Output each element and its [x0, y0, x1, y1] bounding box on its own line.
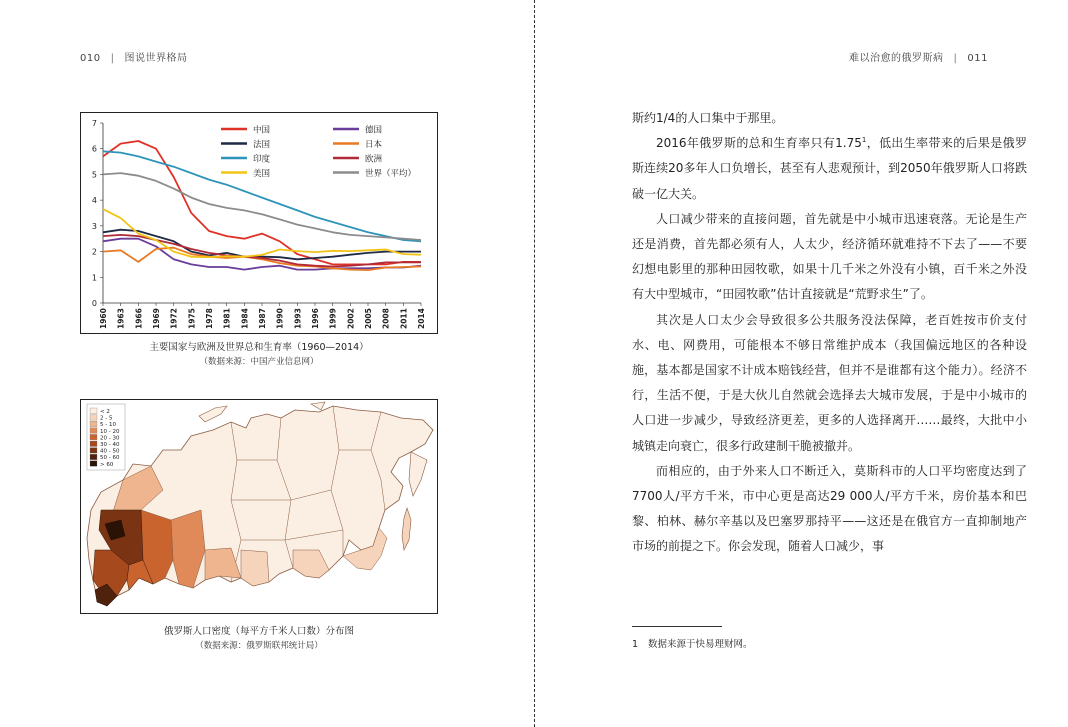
x-tick-label: 1984 — [240, 308, 250, 329]
x-tick-label: 1987 — [258, 308, 267, 329]
map-legend-label: 10 - 20 — [100, 428, 120, 435]
y-tick-label: 0 — [91, 299, 97, 308]
map-legend-swatch — [90, 415, 97, 421]
paragraph-5: 而相应的，由于外来人口不断迁入，莫斯科市的人口平均密度达到了7700人/平方千米，市中心更是高达29 000人/平方千米，房价基本和巴黎、柏林、赫尔辛基以及巴塞罗那持平——这还是在俄官方一直抑制地产市场的前提之下。你会发现，随着人口减少，事 — [632, 463, 1027, 554]
y-tick-label: 1 — [91, 273, 97, 283]
arctic-island — [311, 402, 325, 410]
x-tick-label: 1975 — [187, 308, 197, 329]
paragraph-1: 斯约1/4的人口集中于那里。 — [632, 111, 784, 125]
left-page — [0, 0, 533, 727]
x-tick-label: 2014 — [417, 308, 426, 329]
x-tick-label: 1963 — [116, 308, 126, 329]
map-legend-swatch — [90, 454, 97, 460]
figure2-caption-title: 俄罗斯人口密度（每平方千米人口数）分布图 — [163, 626, 354, 637]
legend-label-5: 欧洲 — [365, 154, 383, 165]
map-legend-label: 20 - 30 — [100, 435, 120, 442]
region-south-siberia-2 — [241, 550, 269, 586]
map-legend-swatch — [90, 428, 97, 434]
novaya-zemlya — [199, 406, 227, 422]
russia-density-map — [81, 400, 437, 613]
x-tick-label: 1999 — [328, 308, 338, 329]
body-text — [632, 106, 1027, 560]
map-legend-swatch — [90, 448, 97, 454]
legend-label-3: 日本 — [365, 140, 383, 150]
map-legend-swatch — [90, 441, 97, 447]
right-running-head: 难以治愈的俄罗斯病 | 011 — [849, 53, 988, 64]
x-tick-label: 1978 — [205, 308, 214, 329]
map-legend-label: 2 - 5 — [100, 415, 113, 422]
footnote-text: 数据来源于快易理财网。 — [648, 639, 753, 650]
x-tick-label: 2011 — [399, 308, 409, 329]
figure1-caption-source: （数据来源：中国产业信息网） — [199, 357, 319, 367]
map-legend — [87, 404, 125, 470]
map-legend-swatch — [90, 408, 97, 414]
footnote — [632, 636, 753, 650]
page-spine-divider — [534, 0, 535, 727]
x-tick-label: 1969 — [152, 308, 161, 329]
x-tick-label: 1966 — [134, 308, 144, 329]
map-legend-label: 50 - 60 — [100, 455, 120, 462]
x-tick-label: 1981 — [222, 308, 232, 329]
map-legend-swatch — [90, 461, 97, 467]
left-running-head: 010 | 图说世界格局 — [80, 53, 188, 64]
x-tick-label: 1993 — [293, 308, 303, 329]
legend-label-0: 中国 — [253, 125, 271, 136]
map-legend-label: 5 - 10 — [100, 422, 116, 429]
figure2-caption-source: （数据来源：俄罗斯联邦统计局） — [195, 641, 323, 651]
kamchatka-region — [409, 452, 427, 496]
series-line-4 — [103, 151, 421, 241]
paragraph-2-lead: 2016年俄罗斯的总和生育率只有1.75 — [656, 136, 862, 151]
figure1-caption — [80, 341, 438, 369]
map-legend-label: 30 - 40 — [100, 442, 120, 448]
paragraph-2-rest: ，低出生率带来的后果是俄罗斯连续20多年人口负增长，甚至有人悲观预计，到2050年俄罗斯人口将跌破一亿大关。 — [632, 136, 1027, 201]
x-tick-label: 2005 — [364, 308, 373, 329]
fertility-chart-frame — [80, 112, 438, 334]
left-page-number: 010 — [80, 53, 101, 64]
y-tick-label: 5 — [91, 170, 97, 180]
footnote-number: 1 — [632, 639, 639, 650]
map-legend-swatch — [90, 421, 97, 427]
legend-label-4: 印度 — [253, 154, 271, 165]
x-tick-label: 2002 — [346, 308, 356, 329]
figure1-caption-title: 主要国家与欧洲及世界总和生育率（1960—2014） — [149, 342, 369, 353]
footnote-rule — [632, 626, 722, 627]
x-tick-label: 2008 — [381, 308, 391, 329]
paragraph-3: 人口减少带来的直接问题，首先就是中小城市迅速衰落。无论是生产还是消费，首先都必须有人，人太少，经济循环就难持不下去了——不要幻想电影里的那种田园牧歌，如果十几千米之外没有小镇，百千米之外没有大中型城市，“田园牧歌”估计直接就是“荒野求生”了。 — [632, 211, 1027, 302]
figure2-caption — [80, 625, 438, 653]
legend-label-6: 美国 — [253, 169, 271, 179]
paragraph-4: 其次是人口太少会导致很多公共服务没法保障，老百姓按市价支付水、电、网费用，可能根本不够日常维护成本（我国偏远地区的各种设施，基本都是国家不计成本赔钱经营，但并不是谁都有这个能力）。经济不行，生活不便，于是大伙儿自然就会选择去大城市发展，于是中小城市的人口进一步减少，导致经济更差，更多的人选择离开……最终，大批中小城镇走向衰亡，很多行政建制干脆被撤并。 — [632, 312, 1027, 453]
y-tick-label: 4 — [91, 196, 97, 206]
right-running-title: 难以治愈的俄罗斯病 — [849, 53, 944, 64]
x-tick-label: 1990 — [275, 308, 285, 329]
x-tick-label: 1960 — [99, 308, 108, 329]
fertility-line-chart — [81, 113, 437, 333]
map-legend-label: < 2 — [100, 409, 110, 415]
footnote-marker: 1 — [861, 136, 867, 145]
paragraph-2 — [632, 131, 1027, 207]
map-legend-swatch — [90, 434, 97, 440]
y-tick-label: 3 — [91, 221, 97, 231]
y-tick-label: 7 — [91, 119, 97, 128]
legend-label-2: 法国 — [253, 140, 271, 150]
x-tick-label: 1972 — [169, 308, 179, 329]
map-legend-label: > 60 — [100, 461, 114, 468]
y-tick-label: 2 — [91, 247, 97, 257]
series-line-7 — [103, 173, 421, 240]
left-running-title: 图说世界格局 — [124, 53, 188, 64]
right-page-number: 011 — [967, 53, 988, 64]
y-tick-label: 6 — [91, 144, 97, 154]
sakhalin-island — [402, 508, 411, 550]
map-legend-label: 40 - 50 — [100, 448, 120, 455]
x-tick-label: 1996 — [311, 308, 320, 329]
legend-label-7: 世界（平均） — [365, 169, 417, 179]
legend-label-1: 德国 — [365, 125, 383, 136]
right-page — [536, 0, 1068, 727]
density-map-frame — [80, 399, 438, 614]
